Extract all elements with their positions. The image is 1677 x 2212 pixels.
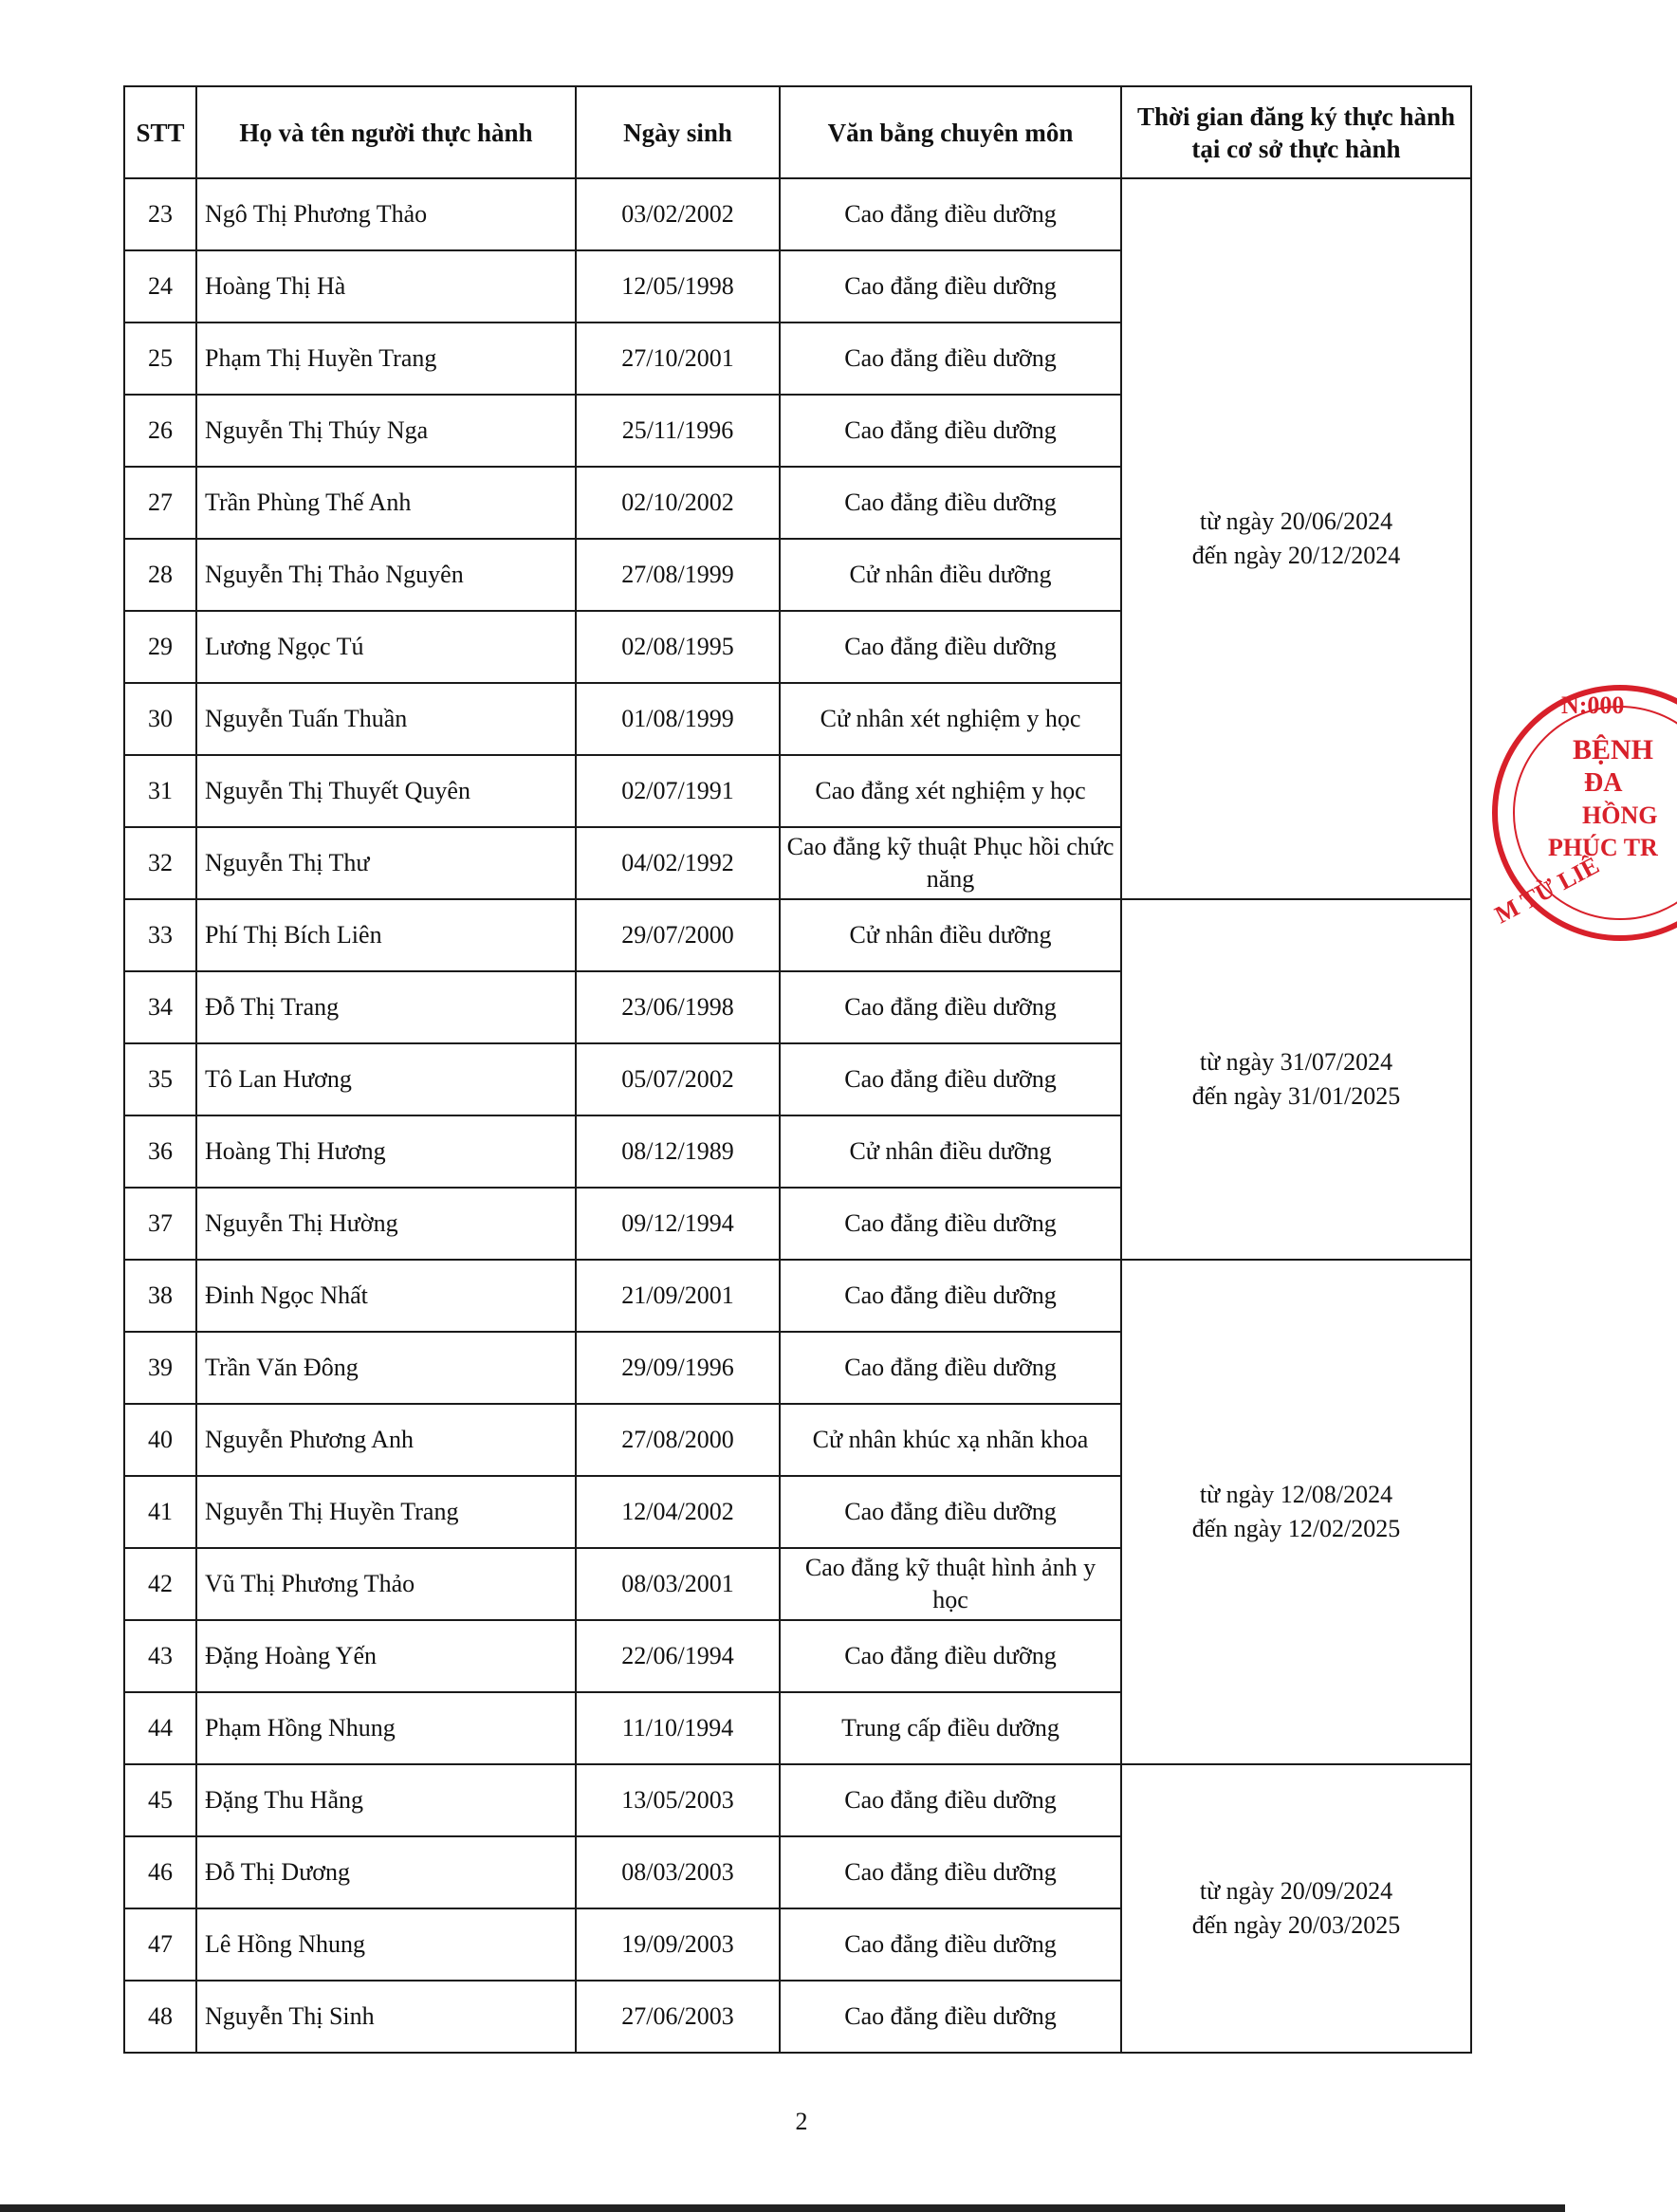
cell-dob: 05/07/2002: [576, 1043, 780, 1115]
page-number: 2: [795, 2108, 808, 2135]
cell-name: Nguyễn Thị Hường: [196, 1188, 576, 1260]
cell-dob: 29/09/1996: [576, 1332, 780, 1404]
cell-degree: Cao đẳng điều dưỡng: [780, 1188, 1121, 1260]
period-start: từ ngày 12/08/2024: [1199, 1481, 1393, 1508]
cell-stt: 42: [124, 1548, 196, 1620]
cell-degree: Cao đẳng điều dưỡng: [780, 1836, 1121, 1908]
cell-dob: 21/09/2001: [576, 1260, 780, 1332]
cell-degree: Cử nhân điều dưỡng: [780, 899, 1121, 971]
cell-degree: Cao đẳng điều dưỡng: [780, 323, 1121, 395]
cell-stt: 35: [124, 1043, 196, 1115]
cell-degree: Cao đẳng điều dưỡng: [780, 395, 1121, 467]
cell-name: Đặng Hoàng Yến: [196, 1620, 576, 1692]
cell-degree: Cử nhân khúc xạ nhãn khoa: [780, 1404, 1121, 1476]
cell-stt: 24: [124, 250, 196, 323]
cell-stt: 26: [124, 395, 196, 467]
cell-dob: 12/05/1998: [576, 250, 780, 323]
cell-name: Nguyễn Thị Huyền Trang: [196, 1476, 576, 1548]
cell-stt: 39: [124, 1332, 196, 1404]
cell-degree: Cao đẳng điều dưỡng: [780, 467, 1121, 539]
practitioner-table: [123, 85, 1472, 2054]
cell-name: Vũ Thị Phương Thảo: [196, 1548, 576, 1620]
cell-dob: 22/06/1994: [576, 1620, 780, 1692]
cell-name: Nguyễn Thị Thuyết Quyên: [196, 755, 576, 827]
cell-stt: 48: [124, 1981, 196, 2053]
cell-stt: 44: [124, 1692, 196, 1764]
cell-stt: 33: [124, 899, 196, 971]
cell-stt: 40: [124, 1404, 196, 1476]
red-seal-stamp: [1487, 675, 1677, 960]
cell-degree: Trung cấp điều dưỡng: [780, 1692, 1121, 1764]
period-start: từ ngày 20/06/2024: [1199, 507, 1393, 535]
table-row: [124, 1260, 1471, 1332]
cell-name: Trần Phùng Thế Anh: [196, 467, 576, 539]
cell-dob: 19/09/2003: [576, 1908, 780, 1981]
cell-degree: Cao đẳng xét nghiệm y học: [780, 755, 1121, 827]
cell-name: Lê Hồng Nhung: [196, 1908, 576, 1981]
cell-dob: 09/12/1994: [576, 1188, 780, 1260]
cell-name: Ngô Thị Phương Thảo: [196, 178, 576, 250]
cell-stt: 25: [124, 323, 196, 395]
cell-dob: 04/02/1992: [576, 827, 780, 899]
cell-dob: 01/08/1999: [576, 683, 780, 755]
cell-degree: Cử nhân xét nghiệm y học: [780, 683, 1121, 755]
cell-degree: Cao đẳng điều dưỡng: [780, 178, 1121, 250]
cell-name: Nguyễn Phương Anh: [196, 1404, 576, 1476]
cell-degree: Cao đẳng điều dưỡng: [780, 1043, 1121, 1115]
cell-degree: Cao đẳng điều dưỡng: [780, 1332, 1121, 1404]
table-row: [124, 899, 1471, 971]
seal-text-line: PHÚC TR: [1548, 834, 1658, 861]
table-row: [124, 178, 1471, 250]
header-period: Thời gian đăng ký thực hành tại cơ sở thực hành: [1121, 86, 1471, 178]
cell-stt: 29: [124, 611, 196, 683]
header-degree: Văn bằng chuyên môn: [780, 86, 1121, 178]
cell-name: Trần Văn Đông: [196, 1332, 576, 1404]
cell-dob: 02/08/1995: [576, 611, 780, 683]
cell-name: Phí Thị Bích Liên: [196, 899, 576, 971]
cell-period: [1121, 1260, 1471, 1764]
cell-dob: 27/08/1999: [576, 539, 780, 611]
cell-period: [1121, 899, 1471, 1260]
cell-name: Đỗ Thị Trang: [196, 971, 576, 1043]
cell-name: Lương Ngọc Tú: [196, 611, 576, 683]
cell-name: Đinh Ngọc Nhất: [196, 1260, 576, 1332]
cell-dob: 27/10/2001: [576, 323, 780, 395]
cell-dob: 02/10/2002: [576, 467, 780, 539]
cell-name: Nguyễn Thị Sinh: [196, 1981, 576, 2053]
cell-stt: 28: [124, 539, 196, 611]
cell-degree: Cao đẳng điều dưỡng: [780, 250, 1121, 323]
cell-period: [1121, 178, 1471, 899]
table-header-row: [124, 86, 1471, 178]
cell-stt: 43: [124, 1620, 196, 1692]
cell-period: [1121, 1764, 1471, 2053]
cell-name: Nguyễn Thị Thư: [196, 827, 576, 899]
cell-dob: 13/05/2003: [576, 1764, 780, 1836]
cell-name: Phạm Hồng Nhung: [196, 1692, 576, 1764]
cell-dob: 11/10/1994: [576, 1692, 780, 1764]
cell-degree: Cao đẳng kỹ thuật Phục hồi chức năng: [780, 827, 1121, 899]
cell-dob: 27/06/2003: [576, 1981, 780, 2053]
cell-dob: 08/12/1989: [576, 1115, 780, 1188]
cell-degree: Cao đẳng điều dưỡng: [780, 1908, 1121, 1981]
cell-degree: Cao đẳng điều dưỡng: [780, 1981, 1121, 2053]
seal-graphic: [1487, 675, 1677, 960]
cell-degree: Cao đẳng kỹ thuật hình ảnh y học: [780, 1548, 1121, 1620]
cell-degree: Cao đẳng điều dưỡng: [780, 1476, 1121, 1548]
cell-stt: 34: [124, 971, 196, 1043]
cell-stt: 37: [124, 1188, 196, 1260]
cell-stt: 27: [124, 467, 196, 539]
table-body: [124, 178, 1471, 2053]
cell-stt: 47: [124, 1908, 196, 1981]
header-dob: Ngày sinh: [576, 86, 780, 178]
period-end: đến ngày 20/03/2025: [1191, 1911, 1401, 1939]
cell-dob: 03/02/2002: [576, 178, 780, 250]
table-row: [124, 1764, 1471, 1836]
cell-dob: 29/07/2000: [576, 899, 780, 971]
cell-name: Đỗ Thị Dương: [196, 1836, 576, 1908]
cell-stt: 38: [124, 1260, 196, 1332]
cell-degree: Cao đẳng điều dưỡng: [780, 611, 1121, 683]
cell-name: Nguyễn Tuấn Thuần: [196, 683, 576, 755]
seal-text-line: BỆNH: [1573, 734, 1654, 765]
header-name: Họ và tên người thực hành: [196, 86, 576, 178]
cell-dob: 27/08/2000: [576, 1404, 780, 1476]
cell-degree: Cử nhân điều dưỡng: [780, 539, 1121, 611]
cell-name: Hoàng Thị Hương: [196, 1115, 576, 1188]
cell-name: Phạm Thị Huyền Trang: [196, 323, 576, 395]
seal-text-line: M TỪ LIÊ: [1490, 851, 1604, 930]
period-start: từ ngày 20/09/2024: [1199, 1877, 1393, 1905]
cell-dob: 02/07/1991: [576, 755, 780, 827]
cell-stt: 45: [124, 1764, 196, 1836]
seal-text-line: N:000: [1561, 691, 1625, 719]
cell-dob: 23/06/1998: [576, 971, 780, 1043]
period-end: đến ngày 12/02/2025: [1191, 1515, 1401, 1542]
period-end: đến ngày 20/12/2024: [1191, 542, 1401, 569]
period-start: từ ngày 31/07/2024: [1199, 1048, 1393, 1076]
scan-edge: [0, 2204, 1565, 2212]
cell-stt: 32: [124, 827, 196, 899]
cell-stt: 23: [124, 178, 196, 250]
cell-stt: 41: [124, 1476, 196, 1548]
cell-degree: Cao đẳng điều dưỡng: [780, 1260, 1121, 1332]
header-stt: STT: [124, 86, 196, 178]
cell-stt: 30: [124, 683, 196, 755]
period-end: đến ngày 31/01/2025: [1191, 1082, 1401, 1110]
cell-stt: 36: [124, 1115, 196, 1188]
cell-name: Nguyễn Thị Thảo Nguyên: [196, 539, 576, 611]
cell-degree: Cử nhân điều dưỡng: [780, 1115, 1121, 1188]
cell-name: Đặng Thu Hằng: [196, 1764, 576, 1836]
cell-degree: Cao đẳng điều dưỡng: [780, 1764, 1121, 1836]
cell-dob: 12/04/2002: [576, 1476, 780, 1548]
cell-stt: 31: [124, 755, 196, 827]
cell-name: Tô Lan Hương: [196, 1043, 576, 1115]
seal-text-line: HỒNG: [1582, 802, 1658, 829]
cell-dob: 25/11/1996: [576, 395, 780, 467]
cell-stt: 46: [124, 1836, 196, 1908]
cell-name: Nguyễn Thị Thúy Nga: [196, 395, 576, 467]
cell-degree: Cao đẳng điều dưỡng: [780, 1620, 1121, 1692]
cell-dob: 08/03/2003: [576, 1836, 780, 1908]
cell-dob: 08/03/2001: [576, 1548, 780, 1620]
cell-degree: Cao đẳng điều dưỡng: [780, 971, 1121, 1043]
seal-text-line: ĐA: [1584, 768, 1623, 798]
cell-name: Hoàng Thị Hà: [196, 250, 576, 323]
